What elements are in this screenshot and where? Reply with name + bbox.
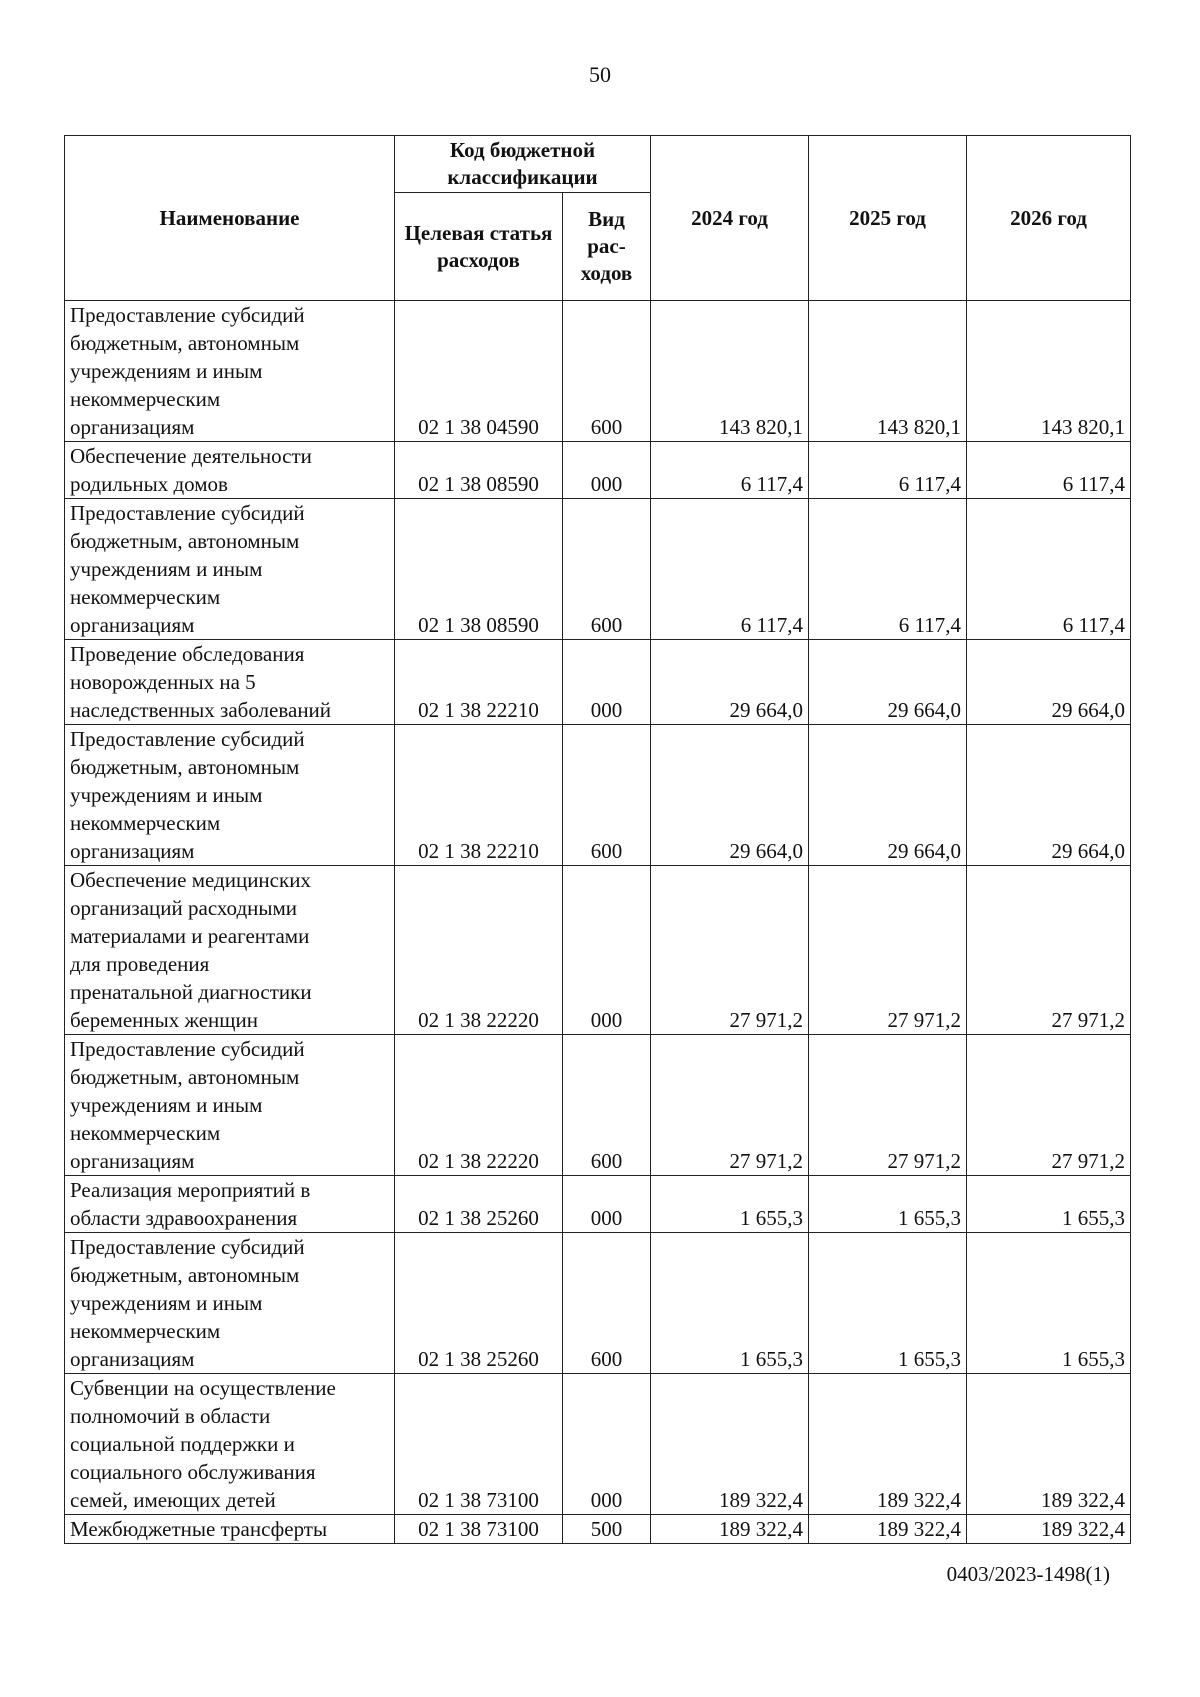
row-2025: 1 655,3 xyxy=(809,1233,967,1374)
row-2026: 27 971,2 xyxy=(967,866,1131,1035)
document-number: 0403/2023-1498(1) xyxy=(946,1562,1110,1586)
row-name: Обеспечение деятельности родильных домов xyxy=(65,442,395,499)
row-name: Предоставление субсидий бюджетным, автономным учреждениям и иным некоммерческим организациям xyxy=(65,499,395,640)
row-2026: 189 322,4 xyxy=(967,1515,1131,1544)
row-kind: 000 xyxy=(563,866,651,1035)
row-kind: 000 xyxy=(563,640,651,725)
row-kind: 600 xyxy=(563,1233,651,1374)
row-kind: 000 xyxy=(563,1176,651,1233)
row-code: 02 1 38 73100 xyxy=(395,1374,563,1515)
row-code: 02 1 38 08590 xyxy=(395,442,563,499)
row-2024: 29 664,0 xyxy=(651,640,809,725)
table-row xyxy=(65,442,1131,499)
row-2026: 143 820,1 xyxy=(967,301,1131,442)
row-name: Субвенции на осуществление полномочий в области социальной поддержки и социального обслуживания семей, имеющих детей xyxy=(65,1374,395,1515)
row-name: Предоставление субсидий бюджетным, автономным учреждениям и иным некоммерческим организациям xyxy=(65,301,395,442)
row-2024: 189 322,4 xyxy=(651,1374,809,1515)
row-2025: 143 820,1 xyxy=(809,301,967,442)
row-code: 02 1 38 73100 xyxy=(395,1515,563,1544)
row-2025: 6 117,4 xyxy=(809,499,967,640)
row-2026: 29 664,0 xyxy=(967,640,1131,725)
table-row xyxy=(65,640,1131,725)
row-2024: 1 655,3 xyxy=(651,1233,809,1374)
row-name: Обеспечение медицинских организаций расходными материалами и реагентами для проведения пренатальной диагностики беременных женщин xyxy=(65,866,395,1035)
row-code: 02 1 38 08590 xyxy=(395,499,563,640)
row-2026: 27 971,2 xyxy=(967,1035,1131,1176)
row-kind: 600 xyxy=(563,301,651,442)
table-row xyxy=(65,725,1131,866)
row-2024: 6 117,4 xyxy=(651,499,809,640)
table-row xyxy=(65,1035,1131,1176)
row-name: Реализация мероприятий в области здравоохранения xyxy=(65,1176,395,1233)
row-kind: 600 xyxy=(563,725,651,866)
row-kind: 600 xyxy=(563,1035,651,1176)
table-row xyxy=(65,1515,1131,1544)
header-2024: 2024 год xyxy=(651,136,809,301)
row-code: 02 1 38 22210 xyxy=(395,725,563,866)
header-2026: 2026 год xyxy=(967,136,1131,301)
header-target-article: Целевая статья расходов xyxy=(395,193,563,301)
row-2026: 6 117,4 xyxy=(967,499,1131,640)
row-2025: 1 655,3 xyxy=(809,1176,967,1233)
row-code: 02 1 38 22210 xyxy=(395,640,563,725)
row-2026: 6 117,4 xyxy=(967,442,1131,499)
table-row xyxy=(65,866,1131,1035)
header-2025: 2025 год xyxy=(809,136,967,301)
row-2025: 189 322,4 xyxy=(809,1515,967,1544)
row-2026: 189 322,4 xyxy=(967,1374,1131,1515)
row-kind: 600 xyxy=(563,499,651,640)
row-2026: 1 655,3 xyxy=(967,1176,1131,1233)
row-code: 02 1 38 25260 xyxy=(395,1176,563,1233)
row-2024: 143 820,1 xyxy=(651,301,809,442)
row-2024: 189 322,4 xyxy=(651,1515,809,1544)
header-code-group: Код бюджетной классификации xyxy=(395,136,651,193)
row-2025: 189 322,4 xyxy=(809,1374,967,1515)
row-2024: 29 664,0 xyxy=(651,725,809,866)
page-number: 50 xyxy=(589,62,611,87)
row-2026: 29 664,0 xyxy=(967,725,1131,866)
row-2024: 1 655,3 xyxy=(651,1176,809,1233)
row-code: 02 1 38 25260 xyxy=(395,1233,563,1374)
row-kind: 500 xyxy=(563,1515,651,1544)
budget-table xyxy=(64,135,1131,1544)
row-code: 02 1 38 22220 xyxy=(395,1035,563,1176)
row-code: 02 1 38 04590 xyxy=(395,301,563,442)
row-2026: 1 655,3 xyxy=(967,1233,1131,1374)
table-row xyxy=(65,301,1131,442)
row-2025: 29 664,0 xyxy=(809,725,967,866)
table-row xyxy=(65,499,1131,640)
row-2025: 6 117,4 xyxy=(809,442,967,499)
table-header xyxy=(65,136,1131,301)
header-expense-kind: Вид рас-ходов xyxy=(563,193,651,301)
row-2024: 6 117,4 xyxy=(651,442,809,499)
row-2025: 27 971,2 xyxy=(809,1035,967,1176)
table-row xyxy=(65,1233,1131,1374)
row-2025: 27 971,2 xyxy=(809,866,967,1035)
row-2024: 27 971,2 xyxy=(651,1035,809,1176)
table-row xyxy=(65,1176,1131,1233)
row-2025: 29 664,0 xyxy=(809,640,967,725)
header-name: Наименование xyxy=(65,136,395,301)
table-row xyxy=(65,1374,1131,1515)
row-kind: 000 xyxy=(563,442,651,499)
row-name: Предоставление субсидий бюджетным, автономным учреждениям и иным некоммерческим организациям xyxy=(65,725,395,866)
table-body xyxy=(65,301,1131,1544)
row-kind: 000 xyxy=(563,1374,651,1515)
row-name: Проведение обследования новорожденных на 5 наследственных заболеваний xyxy=(65,640,395,725)
row-name: Предоставление субсидий бюджетным, автономным учреждениям и иным некоммерческим организациям xyxy=(65,1233,395,1374)
row-name: Межбюджетные трансферты xyxy=(65,1515,395,1544)
row-code: 02 1 38 22220 xyxy=(395,866,563,1035)
row-2024: 27 971,2 xyxy=(651,866,809,1035)
row-name: Предоставление субсидий бюджетным, автономным учреждениям и иным некоммерческим организациям xyxy=(65,1035,395,1176)
